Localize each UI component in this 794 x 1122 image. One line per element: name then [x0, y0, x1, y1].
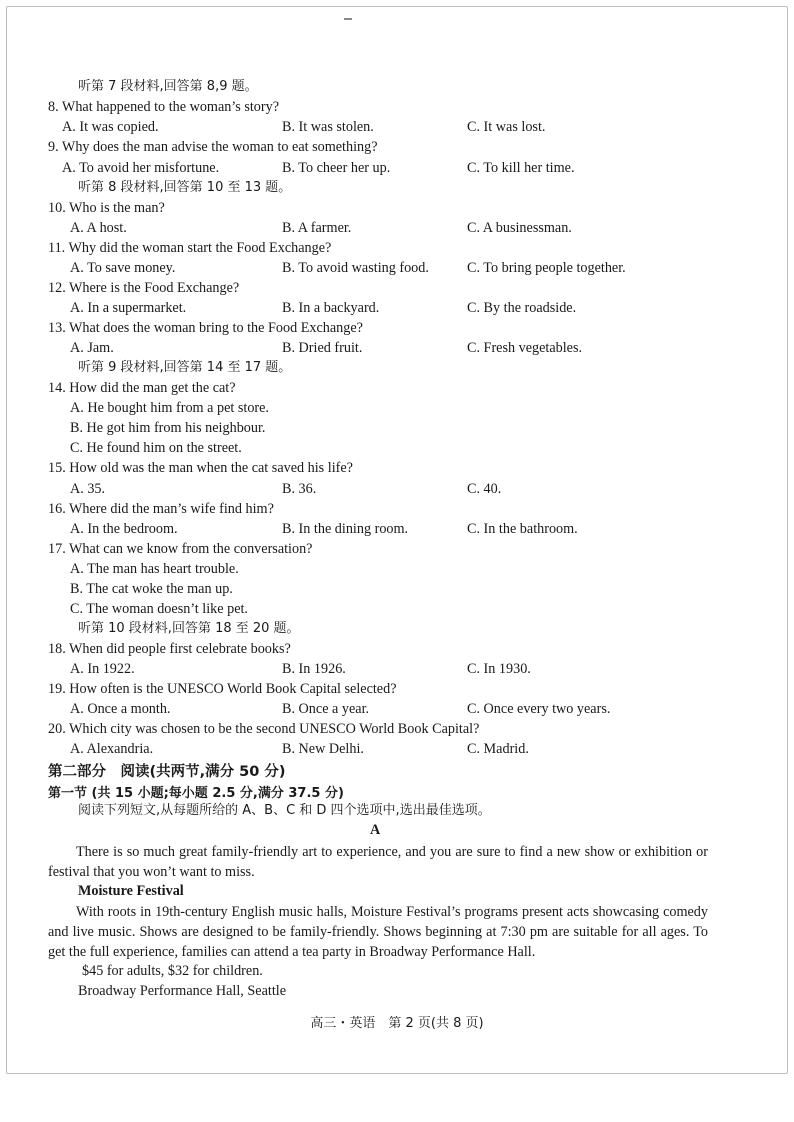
q17-option-a: A. The man has heart trouble. — [70, 561, 239, 577]
q10-option-a: A. A host. — [70, 220, 127, 236]
q9-option-c: C. To kill her time. — [467, 160, 575, 176]
q13-option-c: C. Fresh vegetables. — [467, 340, 583, 356]
q17-stem: 17. What can we know from the conversation? — [48, 541, 313, 557]
group8-instruction: 听第 8 段材料,回答第 10 至 13 题。 — [78, 180, 292, 195]
q10-option-c: C. A businessman. — [467, 220, 572, 236]
passage-intro — [48, 842, 708, 882]
event-body — [48, 902, 708, 962]
q14-option-c: C. He found him on the street. — [70, 440, 242, 456]
q20-stem: 20. Which city was chosen to be the second UNESCO World Book Capital? — [48, 721, 480, 737]
q12-option-b: B. In a backyard. — [282, 300, 380, 316]
group9-instruction: 听第 9 段材料,回答第 14 至 17 题。 — [78, 360, 292, 375]
q15-option-a: A. 35. — [70, 481, 106, 497]
q8-option-b: B. It was stolen. — [282, 119, 374, 135]
q9-option-b: B. To cheer her up. — [282, 160, 391, 176]
q8-option-c: C. It was lost. — [467, 119, 546, 135]
group10-instruction: 听第 10 段材料,回答第 18 至 20 题。 — [78, 621, 300, 636]
part-two-title: 第二部分 阅读(共两节,满分 50 分) — [48, 764, 286, 780]
q11-option-a: A. To save money. — [70, 260, 176, 276]
q13-option-b: B. Dried fruit. — [282, 340, 363, 356]
passage-label: A — [370, 822, 381, 838]
q19-stem: 19. How often is the UNESCO World Book Capital selected? — [48, 681, 397, 697]
q17-option-c: C. The woman doesn’t like pet. — [70, 601, 248, 617]
event-location: Broadway Performance Hall, Seattle — [78, 983, 287, 999]
event-title: Moisture Festival — [78, 883, 184, 899]
q18-stem: 18. When did people first celebrate books? — [48, 641, 291, 657]
passage-intro-text: There is so much great family-friendly art to experience, and you are sure to find a new show or exhibition or festival that you won’t want to miss. — [48, 844, 708, 880]
q15-stem: 15. How old was the man when the cat saved his life? — [48, 460, 353, 476]
q17-option-b: B. The cat woke the man up. — [70, 581, 233, 597]
q14-stem: 14. How did the man get the cat? — [48, 380, 236, 396]
section-one-title: 第一节 (共 15 小题;每小题 2.5 分,满分 37.5 分) — [48, 786, 344, 801]
event-price: $45 for adults, $32 for children. — [82, 963, 263, 979]
q12-stem: 12. Where is the Food Exchange? — [48, 280, 240, 296]
q20-option-b: B. New Delhi. — [282, 741, 364, 757]
q11-option-c: C. To bring people together. — [467, 260, 626, 276]
q19-option-a: A. Once a month. — [70, 701, 171, 717]
q12-option-c: C. By the roadside. — [467, 300, 577, 316]
q10-option-b: B. A farmer. — [282, 220, 352, 236]
q16-option-b: B. In the dining room. — [282, 521, 409, 537]
q10-stem: 10. Who is the man? — [48, 200, 165, 216]
q18-option-a: A. In 1922. — [70, 661, 135, 677]
q20-option-a: A. Alexandria. — [70, 741, 154, 757]
q12-option-a: A. In a supermarket. — [70, 300, 187, 316]
q19-option-c: C. Once every two years. — [467, 701, 611, 717]
q9-stem: 9. Why does the man advise the woman to eat something? — [48, 139, 378, 155]
q19-option-b: B. Once a year. — [282, 701, 370, 717]
q13-stem: 13. What does the woman bring to the Food Exchange? — [48, 320, 363, 336]
q14-option-b: B. He got him from his neighbour. — [70, 420, 266, 436]
q16-option-c: C. In the bathroom. — [467, 521, 578, 537]
q15-option-c: C. 40. — [467, 481, 502, 497]
reading-instruction: 阅读下列短文,从每题所给的 A、B、C 和 D 四个选项中,选出最佳选项。 — [78, 803, 491, 818]
scan-mark — [344, 18, 352, 20]
q20-option-c: C. Madrid. — [467, 741, 529, 757]
q13-option-a: A. Jam. — [70, 340, 114, 356]
q11-option-b: B. To avoid wasting food. — [282, 260, 429, 276]
q8-stem: 8. What happened to the woman’s story? — [48, 99, 280, 115]
page-footer: 高三・英语 第 2 页(共 8 页) — [310, 1016, 484, 1031]
q16-stem: 16. Where did the man’s wife find him? — [48, 501, 274, 517]
group7-instruction: 听第 7 段材料,回答第 8,9 题。 — [78, 79, 258, 94]
q18-option-b: B. In 1926. — [282, 661, 346, 677]
q9-option-a: A. To avoid her misfortune. — [62, 160, 220, 176]
q11-stem: 11. Why did the woman start the Food Exchange? — [48, 240, 332, 256]
q15-option-b: B. 36. — [282, 481, 317, 497]
event-body-text: With roots in 19th-century English music halls, Moisture Festival’s programs present acts showcasing comedy and live music. Shows are designed to be family-friendly. Shows beginning at 7:30 pm are suitable for all ages. To get the full experience, families can attend a tea party in Broadway Performance Hall. — [48, 904, 708, 960]
q8-option-a: A. It was copied. — [62, 119, 159, 135]
q16-option-a: A. In the bedroom. — [70, 521, 178, 537]
q14-option-a: A. He bought him from a pet store. — [70, 400, 269, 416]
q18-option-c: C. In 1930. — [467, 661, 531, 677]
